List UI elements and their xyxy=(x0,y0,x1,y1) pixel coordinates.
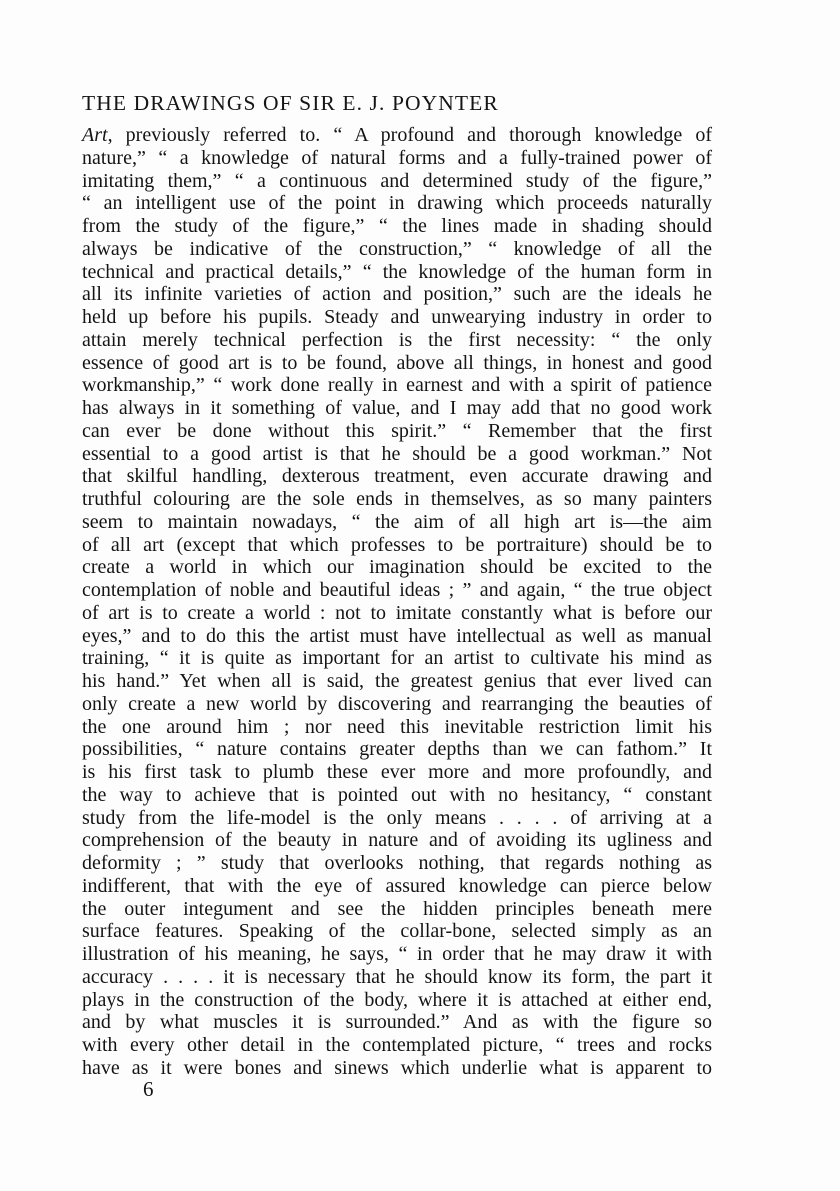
text-line: illustration of his meaning, he says, “ in order that he may draw it with xyxy=(82,943,712,965)
text-line: contemplation of noble and beautiful ideas ; ” and again, “ the true object xyxy=(82,579,712,601)
text-line: study from the life-model is the only means . . . . of arriving at a xyxy=(82,806,712,829)
text-line: attain merely technical perfection is the first necessity: “ the only xyxy=(82,328,712,351)
text-line: technical and practical details,” “ the knowledge of the human form in xyxy=(82,260,712,283)
text-line: that skilful handling, dexterous treatment, even accurate drawing and xyxy=(82,465,712,488)
text-line: comprehension of the beauty in nature and of avoiding its ugliness and xyxy=(82,829,712,852)
text-line: and by what muscles it is surrounded.” And as with the figure so xyxy=(82,1011,712,1034)
text-line: is his first task to plumb these ever more and more profoundly, and xyxy=(82,761,712,783)
text-line: held up before his pupils. Steady and unwearying industry in order to xyxy=(82,306,712,328)
text-line: plays in the construction of the body, where it is attached at either end, xyxy=(82,988,712,1011)
text-line: can ever be done without this spirit.” “ Remember that the first xyxy=(82,419,712,442)
text-line: from the study of the figure,” “ the lines made in shading should xyxy=(82,215,712,237)
text-line: “ an intelligent use of the point in drawing which proceeds naturally xyxy=(82,192,712,215)
text-line: the outer integument and see the hidden principles beneath mere xyxy=(82,897,712,920)
italic-word: Art xyxy=(82,124,108,146)
text-line: training, “ it is quite as important for an artist to cultivate his mind as xyxy=(82,647,712,670)
text-line: indifferent, that with the eye of assured knowledge can pierce below xyxy=(82,874,712,897)
text-line-rest: , previously referred to. “ A profound and thorough knowledge of xyxy=(107,124,712,146)
text-line: of art is to create a world : not to imitate constantly what is before our xyxy=(82,601,712,624)
text-line: only create a new world by discovering and rearranging the beauties of xyxy=(82,692,712,715)
text-line: deformity ; ” study that overlooks nothing, that regards nothing as xyxy=(82,852,712,874)
text-line: workmanship,” “ work done really in earnest and with a spirit of patience xyxy=(82,374,712,397)
text-line: the way to achieve that is pointed out with no hesitancy, “ constant xyxy=(82,783,712,806)
text-line xyxy=(82,124,712,147)
text-line: possibilities, “ nature contains greater depths than we can fathom.” It xyxy=(82,738,712,761)
text-line: with every other detail in the contemplated picture, “ trees and rocks xyxy=(82,1034,712,1056)
text-line: essential to a good artist is that he should be a good workman.” Not xyxy=(82,442,712,465)
text-line: always be indicative of the construction,” “ knowledge of all the xyxy=(82,237,712,260)
text-line: imitating them,” “ a continuous and determined study of the figure,” xyxy=(82,169,712,192)
text-line: eyes,” and to do this the artist must have intellectual as well as manual xyxy=(82,624,712,647)
body-text xyxy=(82,124,712,1080)
text-line: of all art (except that which professes to be portraiture) should be to xyxy=(82,533,712,556)
text-line: seem to maintain nowadays, “ the aim of all high art is—the aim xyxy=(82,510,712,533)
page-number: 6 xyxy=(143,1077,154,1101)
text-line: the one around him ; nor need this inevitable restriction limit his xyxy=(82,715,712,738)
text-line: have as it were bones and sinews which underlie what is apparent to xyxy=(82,1056,712,1079)
text-line: truthful colouring are the sole ends in themselves, as so many painters xyxy=(82,488,712,510)
text-line: all its infinite varieties of action and position,” such are the ideals he xyxy=(82,283,712,306)
text-line: surface features. Speaking of the collar-bone, selected simply as an xyxy=(82,920,712,943)
running-head: THE DRAWINGS OF SIR E. J. POYNTER xyxy=(82,91,499,115)
text-line: essence of good art is to be found, above all things, in honest and good xyxy=(82,351,712,374)
text-line: nature,” “ a knowledge of natural forms and a fully-trained power of xyxy=(82,146,712,169)
text-line: accuracy . . . . it is necessary that he should know its form, the part it xyxy=(82,965,712,988)
text-line: his hand.” Yet when all is said, the greatest genius that ever lived can xyxy=(82,670,712,692)
text-line: has always in it something of value, and I may add that no good work xyxy=(82,397,712,419)
text-line: create a world in which our imagination should be excited to the xyxy=(82,556,712,579)
